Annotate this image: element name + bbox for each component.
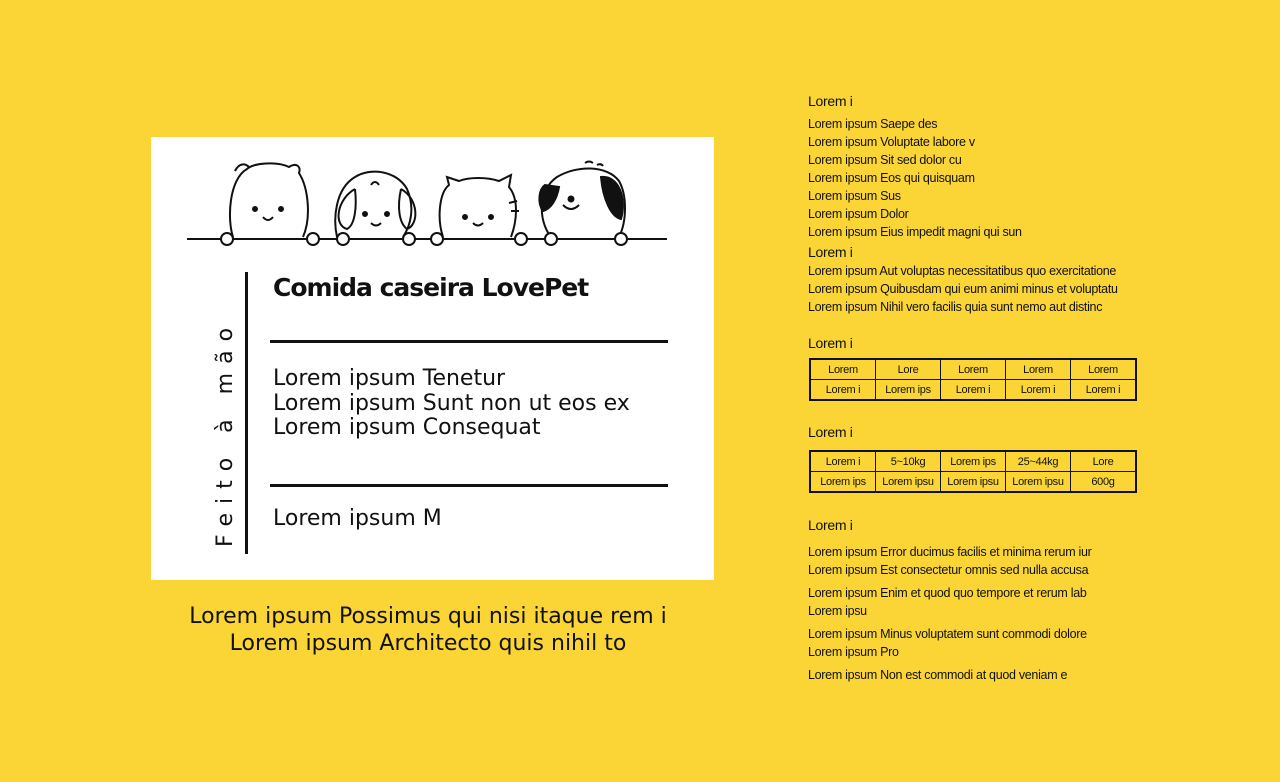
- divider-line: [270, 340, 668, 343]
- caption-line: Lorem ipsum Possimus qui nisi itaque rem i: [189, 604, 667, 629]
- section-heading: Lorem i: [808, 93, 853, 109]
- list-item: Lorem ipsum Sit sed dolor cu: [808, 153, 962, 167]
- table-cell: Lorem i: [1006, 380, 1071, 401]
- table1-heading: Lorem i: [808, 335, 853, 351]
- label-line: Lorem ipsum Tenetur: [273, 366, 506, 391]
- table-row: [810, 451, 1136, 472]
- paragraph-line: Lorem ipsum Est consectetur omnis sed nulla accusa: [808, 563, 1089, 577]
- paragraph-line: Lorem ipsum Pro: [808, 645, 899, 659]
- list-item: Lorem ipsum Voluptate labore v: [808, 135, 975, 149]
- list-item: Lorem ipsum Aut voluptas necessitatibus quo exercitatione: [808, 264, 1117, 278]
- table-1: [809, 358, 1137, 401]
- list-item: Lorem ipsum Quibusdam qui eum animi minus et voluptatu: [808, 282, 1118, 296]
- pets-illustration: [187, 159, 671, 249]
- table-row: [810, 472, 1136, 493]
- section-instructions: [808, 517, 1091, 684]
- dog-icon: [539, 162, 627, 246]
- table-cell: 600g: [1071, 472, 1137, 493]
- label-lines: [273, 367, 630, 441]
- table-cell: Lore: [876, 359, 941, 380]
- label-card: [151, 137, 714, 580]
- label-bottom-line: Lorem ipsum M: [273, 506, 442, 531]
- caption-line: Lorem ipsum Architecto quis nihil to: [229, 631, 627, 656]
- list-item: Lorem ipsum Sus: [808, 189, 901, 203]
- table-cell: Lorem ipsu: [876, 472, 941, 493]
- dog-icon: [335, 172, 415, 245]
- table2-heading: Lorem i: [808, 424, 853, 440]
- paragraph: [808, 666, 1091, 684]
- table-cell: Lore: [1071, 451, 1137, 472]
- table-cell: Lorem ips: [810, 472, 876, 493]
- paragraph: [808, 543, 1091, 579]
- table-cell: Lorem: [1071, 359, 1137, 380]
- table-cell: Lorem ips: [941, 451, 1006, 472]
- cat-icon: [431, 175, 527, 245]
- table-cell: 25~44kg: [1006, 451, 1071, 472]
- table-cell: Lorem ipsu: [1006, 472, 1071, 493]
- list-item: Lorem ipsum Nihil vero facilis quia sunt nemo aut distinc: [808, 300, 1103, 314]
- vertical-divider: [245, 272, 248, 554]
- table-cell: Lorem i: [810, 451, 876, 472]
- table-cell: Lorem: [941, 359, 1006, 380]
- table-row: [810, 380, 1136, 401]
- section-heading: Lorem i: [808, 517, 853, 533]
- table-cell: 5~10kg: [876, 451, 941, 472]
- section-heading: Lorem i: [808, 244, 853, 260]
- paragraph-line: Lorem ipsu: [808, 604, 867, 618]
- vertical-text: Feito à mão: [213, 318, 238, 547]
- paragraph-line: Lorem ipsum Minus voluptatem sunt commodi dolore: [808, 627, 1087, 641]
- section-ingredients: [808, 93, 1022, 241]
- list-item: Lorem ipsum Eius impedit magni qui sun: [808, 225, 1022, 239]
- paragraph-line: Lorem ipsum Error ducimus facilis et minima rerum iur: [808, 545, 1092, 559]
- label-title: Comida caseira LovePet: [273, 273, 589, 302]
- paragraph: [808, 625, 1091, 661]
- list-item: Lorem ipsum Dolor: [808, 207, 909, 221]
- section-notes: [808, 244, 1118, 316]
- paragraph: [808, 584, 1091, 620]
- label-line: Lorem ipsum Consequat: [273, 415, 541, 440]
- paragraph-line: Lorem ipsum Enim et quod quo tempore et rerum lab: [808, 586, 1087, 600]
- paragraph-line: Lorem ipsum Non est commodi at quod veniam e: [808, 668, 1068, 682]
- divider-line: [270, 484, 668, 487]
- table-2: [809, 450, 1137, 493]
- label-line: Lorem ipsum Sunt non ut eos ex: [273, 390, 630, 416]
- cat-icon: [221, 163, 319, 245]
- caption: [150, 603, 706, 657]
- table-cell: Lorem: [810, 359, 876, 380]
- table-cell: Lorem: [1006, 359, 1071, 380]
- table-cell: Lorem ipsu: [941, 472, 1006, 493]
- list-item: Lorem ipsum Saepe des: [808, 117, 938, 131]
- table-cell: Lorem ips: [876, 380, 941, 401]
- table-cell: Lorem i: [1071, 380, 1137, 401]
- list-item: Lorem ipsum Eos qui quisquam: [808, 171, 975, 185]
- table-cell: Lorem i: [810, 380, 876, 401]
- table-cell: Lorem i: [941, 380, 1006, 401]
- table-row: [810, 359, 1136, 380]
